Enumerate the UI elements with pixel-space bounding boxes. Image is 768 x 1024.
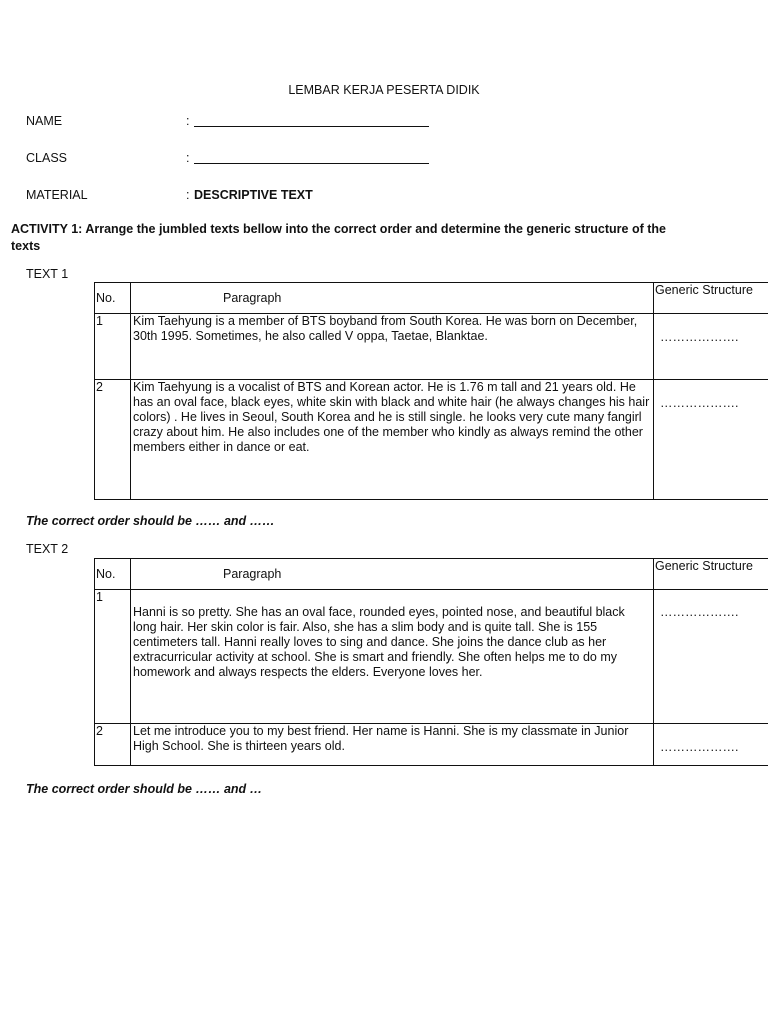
text1-correct-order: The correct order should be …… and …… (26, 514, 275, 528)
row-paragraph: Let me introduce you to my best friend. Her name is Hanni. She is my classmate in Junior High School. She is thirteen years old. (131, 724, 654, 766)
table-row (95, 724, 768, 766)
header-no: No. (95, 283, 131, 314)
header-generic-structure: Generic Structure (654, 559, 768, 590)
row-number: 2 (95, 724, 131, 766)
generic-structure-blank[interactable]: ………………. (654, 590, 768, 724)
generic-structure-blank[interactable]: ………………. (654, 314, 768, 380)
header-paragraph: Paragraph (131, 283, 654, 314)
table-row (95, 314, 768, 380)
text2-correct-order: The correct order should be …… and … (26, 782, 263, 796)
class-blank-line[interactable] (194, 163, 429, 164)
text2-table (94, 558, 768, 766)
name-blank-line[interactable] (194, 126, 429, 127)
material-value: DESCRIPTIVE TEXT (194, 188, 313, 202)
row-paragraph: Kim Taehyung is a vocalist of BTS and Korean actor. He is 1.76 m tall and 21 years old. He has an oval face, black eyes, white skin with black and white hair (he always changes his hair colors) . He lives in Seoul, South Korea and he is still single. he looks very cute many fangirl crazy about him. He also includes one of the member who kindly as always remind the other members either in dance or eat. (131, 380, 654, 500)
header-generic-structure: Generic Structure (654, 283, 768, 314)
row-number: 1 (95, 590, 131, 724)
text1-table (94, 282, 768, 500)
class-label: CLASS (26, 151, 67, 165)
row-number: 1 (95, 314, 131, 380)
material-label: MATERIAL (26, 188, 88, 202)
page-title: LEMBAR KERJA PESERTA DIDIK (288, 83, 480, 97)
activity-instruction: ACTIVITY 1: Arrange the jumbled texts bellow into the correct order and determine the generic structure of the texts (11, 222, 666, 253)
text1-label: TEXT 1 (26, 267, 69, 281)
header-no: No. (95, 559, 131, 590)
row-number: 2 (95, 380, 131, 500)
text2-label: TEXT 2 (26, 542, 69, 556)
name-label: NAME (26, 114, 63, 128)
row-paragraph: Kim Taehyung is a member of BTS boyband from South Korea. He was born on December, 30th 1995. Sometimes, he also called V oppa, Taetae, Blanktae. (131, 314, 654, 380)
table-row (95, 380, 768, 500)
generic-structure-blank[interactable]: ………………. (654, 380, 768, 500)
class-colon: : (186, 151, 190, 165)
material-colon: : (186, 188, 190, 202)
row-paragraph: Hanni is so pretty. She has an oval face, rounded eyes, pointed nose, and beautiful black long hair. Her skin color is fair. Also, she has a slim body and is quite tall. She is 155 centimeters tall. Hanni really loves to sing and dance. She joins the dance club as her extracurricular activity at school. She is smart and friendly. She often helps me to do my homework and always respects the elders. Everyone loves her. (131, 590, 654, 724)
table-header-row (95, 559, 768, 590)
generic-structure-blank[interactable]: ………………. (654, 724, 768, 766)
header-paragraph: Paragraph (131, 559, 654, 590)
table-row (95, 590, 768, 724)
name-colon: : (186, 114, 190, 128)
table-header-row (95, 283, 768, 314)
